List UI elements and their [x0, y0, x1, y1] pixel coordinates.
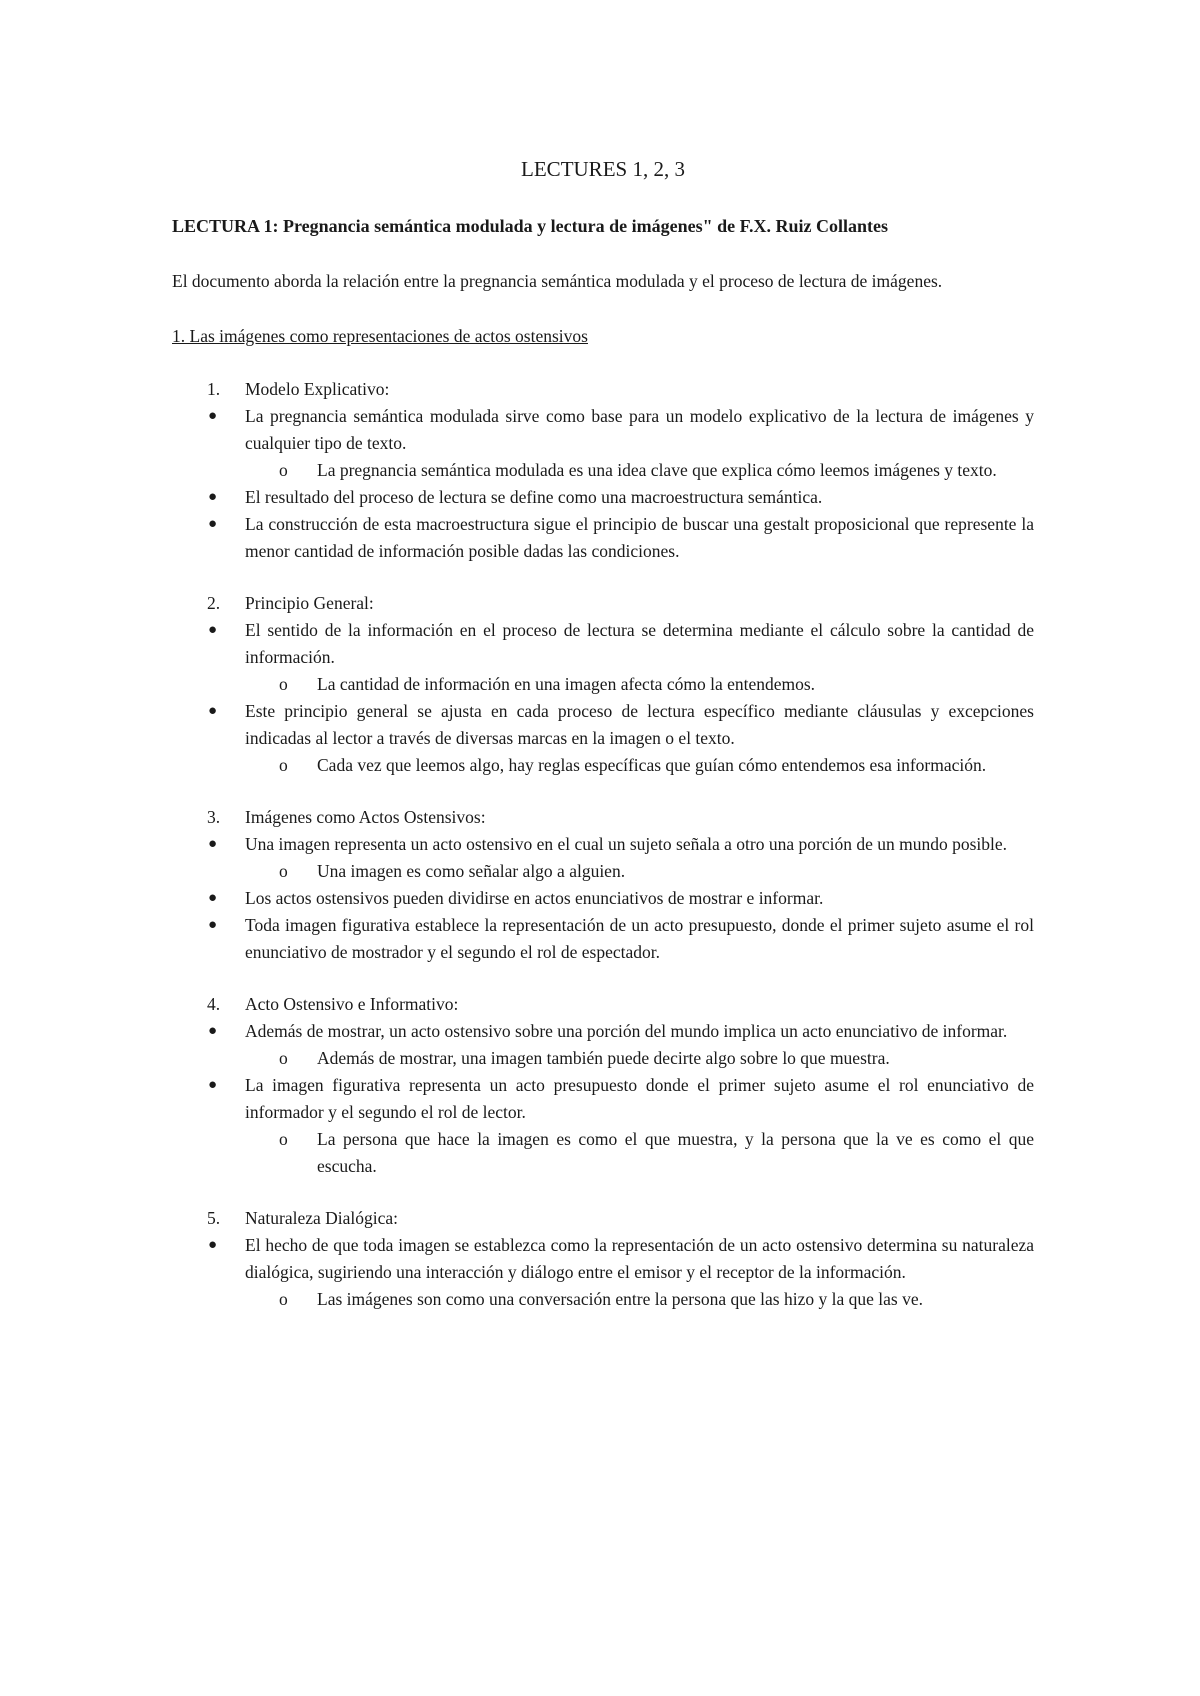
- bullet-item: [172, 698, 1034, 752]
- item-number: 4.: [207, 994, 221, 1014]
- sub-bullet-icon: o: [279, 460, 288, 480]
- sub-bullet-icon: o: [279, 1129, 288, 1149]
- document-body: [172, 155, 1034, 1338]
- sub-bullet-icon: o: [279, 1048, 288, 1068]
- list-block: [172, 1205, 1034, 1313]
- bullet-item: [172, 1072, 1034, 1126]
- numbered-item: [172, 590, 1034, 617]
- sub-bullet-item: [172, 671, 1034, 698]
- bullet-item: [172, 484, 1034, 511]
- bullet-text: La imagen figurativa representa un acto presupuesto donde el primer sujeto asume el rol enunciativo de informador y el segundo el rol de lector.: [245, 1075, 1034, 1122]
- bullet-icon: ●: [208, 917, 218, 933]
- bullet-text: El sentido de la información en el proceso de lectura se determina mediante el cálculo sobre la cantidad de información.: [245, 620, 1034, 667]
- numbered-item: [172, 1205, 1034, 1232]
- bullet-text: Los actos ostensivos pueden dividirse en actos enunciativos de mostrar e informar.: [245, 888, 824, 908]
- sub-bullet-icon: o: [279, 1289, 288, 1309]
- sub-bullet-icon: o: [279, 861, 288, 881]
- bullet-text: Toda imagen figurativa establece la representación de un acto presupuesto, donde el primer sujeto asume el rol enunciativo de mostrador y el segundo el rol de espectador.: [245, 915, 1034, 962]
- bullet-icon: ●: [208, 703, 218, 719]
- bullet-icon: ●: [208, 836, 218, 852]
- sub-bullet-item: [172, 457, 1034, 484]
- sub-bullet-item: [172, 752, 1034, 779]
- bullet-item: [172, 831, 1034, 858]
- sub-bullet-item: [172, 1045, 1034, 1072]
- bullet-text: Las imágenes son como una conversación entre la persona que las hizo y la que las ve.: [317, 1289, 923, 1309]
- numbered-list: [172, 376, 1034, 1313]
- bullet-icon: ●: [208, 489, 218, 505]
- sub-bullet-icon: o: [279, 674, 288, 694]
- bullet-text: Este principio general se ajusta en cada proceso de lectura específico mediante cláusulas y excepciones indicadas al lector a través de diversas marcas en la imagen o el texto.: [245, 701, 1034, 748]
- bullet-icon: ●: [208, 622, 218, 638]
- intro-paragraph: El documento aborda la relación entre la pregnancia semántica modulada y el proceso de lectura de imágenes.: [172, 271, 943, 291]
- bullet-text: La construcción de esta macroestructura sigue el principio de buscar una gestalt proposicional que represente la menor cantidad de información posible dadas las condiciones.: [245, 514, 1034, 561]
- bullet-text: La cantidad de información en una imagen afecta cómo la entendemos.: [317, 674, 816, 694]
- bullet-item: [172, 1018, 1034, 1045]
- bullet-item: [172, 912, 1034, 966]
- numbered-item: [172, 376, 1034, 403]
- bullet-icon: ●: [208, 1237, 218, 1253]
- item-number: 2.: [207, 593, 221, 613]
- item-heading: Acto Ostensivo e Informativo:: [245, 994, 459, 1014]
- bullet-text: La pregnancia semántica modulada es una idea clave que explica cómo leemos imágenes y texto.: [317, 460, 997, 480]
- item-number: 3.: [207, 807, 221, 827]
- bullet-icon: ●: [208, 516, 218, 532]
- sub-bullet-item: [172, 858, 1034, 885]
- bullet-text: La persona que hace la imagen es como el que muestra, y la persona que la ve es como el que escucha.: [317, 1129, 1034, 1176]
- bullet-text: Cada vez que leemos algo, hay reglas específicas que guían cómo entendemos esa información.: [317, 755, 987, 775]
- item-heading: Modelo Explicativo:: [245, 379, 390, 399]
- bullet-item: [172, 885, 1034, 912]
- list-block: [172, 804, 1034, 966]
- section-heading: 1. Las imágenes como representaciones de actos ostensivos: [172, 326, 588, 346]
- bullet-item: [172, 403, 1034, 457]
- bullet-text: Además de mostrar, un acto ostensivo sobre una porción del mundo implica un acto enunciativo de informar.: [245, 1021, 1008, 1041]
- document-title: LECTURES 1, 2, 3: [521, 157, 685, 181]
- item-heading: Naturaleza Dialógica:: [245, 1208, 399, 1228]
- item-heading: Principio General:: [245, 593, 374, 613]
- bullet-icon: ●: [208, 408, 218, 424]
- bullet-text: Además de mostrar, una imagen también puede decirte algo sobre lo que muestra.: [317, 1048, 890, 1068]
- bullet-text: El resultado del proceso de lectura se define como una macroestructura semántica.: [245, 487, 823, 507]
- bullet-icon: ●: [208, 890, 218, 906]
- bullet-icon: ●: [208, 1023, 218, 1039]
- item-heading: Imágenes como Actos Ostensivos:: [245, 807, 486, 827]
- list-block: [172, 991, 1034, 1180]
- list-block: [172, 590, 1034, 779]
- bullet-text: El hecho de que toda imagen se establezca como la representación de un acto ostensivo determina su naturaleza dialógica, sugiriendo una interacción y diálogo entre el emisor y el receptor de la información.: [245, 1235, 1034, 1282]
- list-block: [172, 376, 1034, 565]
- sub-bullet-item: [172, 1286, 1034, 1313]
- item-number: 1.: [207, 379, 221, 399]
- sub-bullet-icon: o: [279, 755, 288, 775]
- bullet-text: Una imagen es como señalar algo a alguien.: [317, 861, 626, 881]
- numbered-item: [172, 991, 1034, 1018]
- item-number: 5.: [207, 1208, 221, 1228]
- bullet-item: [172, 617, 1034, 671]
- bullet-text: La pregnancia semántica modulada sirve como base para un modelo explicativo de la lectura de imágenes y cualquier tipo de texto.: [245, 406, 1034, 453]
- bullet-item: [172, 511, 1034, 565]
- reading-title: LECTURA 1: Pregnancia semántica modulada y lectura de imágenes" de F.X. Ruiz Collantes: [172, 216, 888, 236]
- numbered-item: [172, 804, 1034, 831]
- bullet-text: Una imagen representa un acto ostensivo en el cual un sujeto señala a otro una porción de un mundo posible.: [245, 834, 1008, 854]
- bullet-item: [172, 1232, 1034, 1286]
- bullet-icon: ●: [208, 1077, 218, 1093]
- sub-bullet-item: [172, 1126, 1034, 1180]
